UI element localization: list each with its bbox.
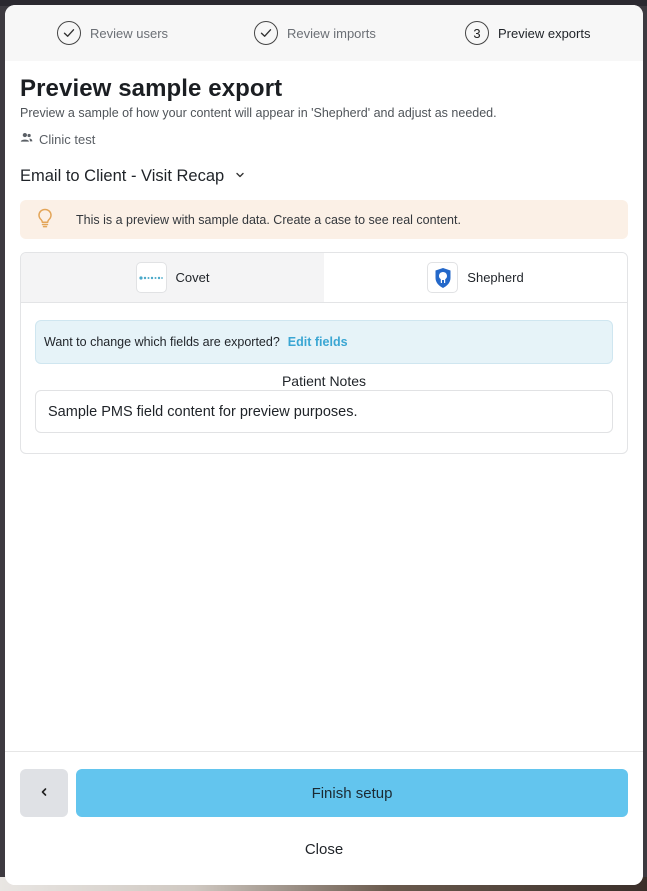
system-tabs xyxy=(21,253,627,303)
tab-shepherd[interactable] xyxy=(324,253,627,302)
close-button[interactable]: Close xyxy=(304,841,344,858)
main-content xyxy=(5,75,643,454)
preview-body xyxy=(21,303,627,433)
chevron-left-icon xyxy=(38,786,50,801)
check-icon xyxy=(254,21,278,45)
clinic-name: Clinic test xyxy=(39,131,96,147)
field-value: Sample PMS field content for preview purposes. xyxy=(35,390,613,433)
edit-fields-banner xyxy=(35,320,613,364)
users-icon xyxy=(20,131,33,147)
template-select-value: Email to Client - Visit Recap xyxy=(20,167,225,185)
tab-covet[interactable] xyxy=(21,253,324,302)
fields-banner-text: Want to change which fields are exported? xyxy=(44,335,280,349)
page-title: Preview sample export xyxy=(20,75,283,102)
modal-footer xyxy=(5,751,643,885)
shepherd-logo-icon xyxy=(427,262,458,293)
step-number: 3 xyxy=(465,21,489,45)
step-label: Preview exports xyxy=(498,25,591,41)
stepper xyxy=(5,5,643,61)
chevron-down-icon xyxy=(234,167,246,186)
clinic-row xyxy=(20,131,628,147)
field-label: Patient Notes xyxy=(281,373,367,389)
edit-fields-link[interactable]: Edit fields xyxy=(287,335,348,349)
sample-data-banner xyxy=(20,200,628,239)
lightbulb-icon xyxy=(36,208,54,231)
template-select[interactable] xyxy=(20,167,246,186)
back-button[interactable] xyxy=(20,769,68,817)
finish-setup-button[interactable]: Finish setup xyxy=(76,769,628,817)
banner-text: This is a preview with sample data. Create a case to see real content. xyxy=(76,212,461,227)
step-label: Review imports xyxy=(287,25,376,41)
step-review-imports[interactable] xyxy=(254,21,376,45)
check-icon xyxy=(57,21,81,45)
step-preview-exports[interactable] xyxy=(465,21,590,45)
preview-card xyxy=(20,252,628,454)
step-review-users[interactable] xyxy=(57,21,168,45)
page-subtitle: Preview a sample of how your content will appear in 'Shepherd' and adjust as needed. xyxy=(20,106,497,120)
tab-label: Covet xyxy=(175,270,210,285)
setup-modal xyxy=(5,5,643,885)
step-label: Review users xyxy=(90,25,169,41)
tab-label: Shepherd xyxy=(467,270,524,285)
covet-logo-icon xyxy=(136,262,167,293)
